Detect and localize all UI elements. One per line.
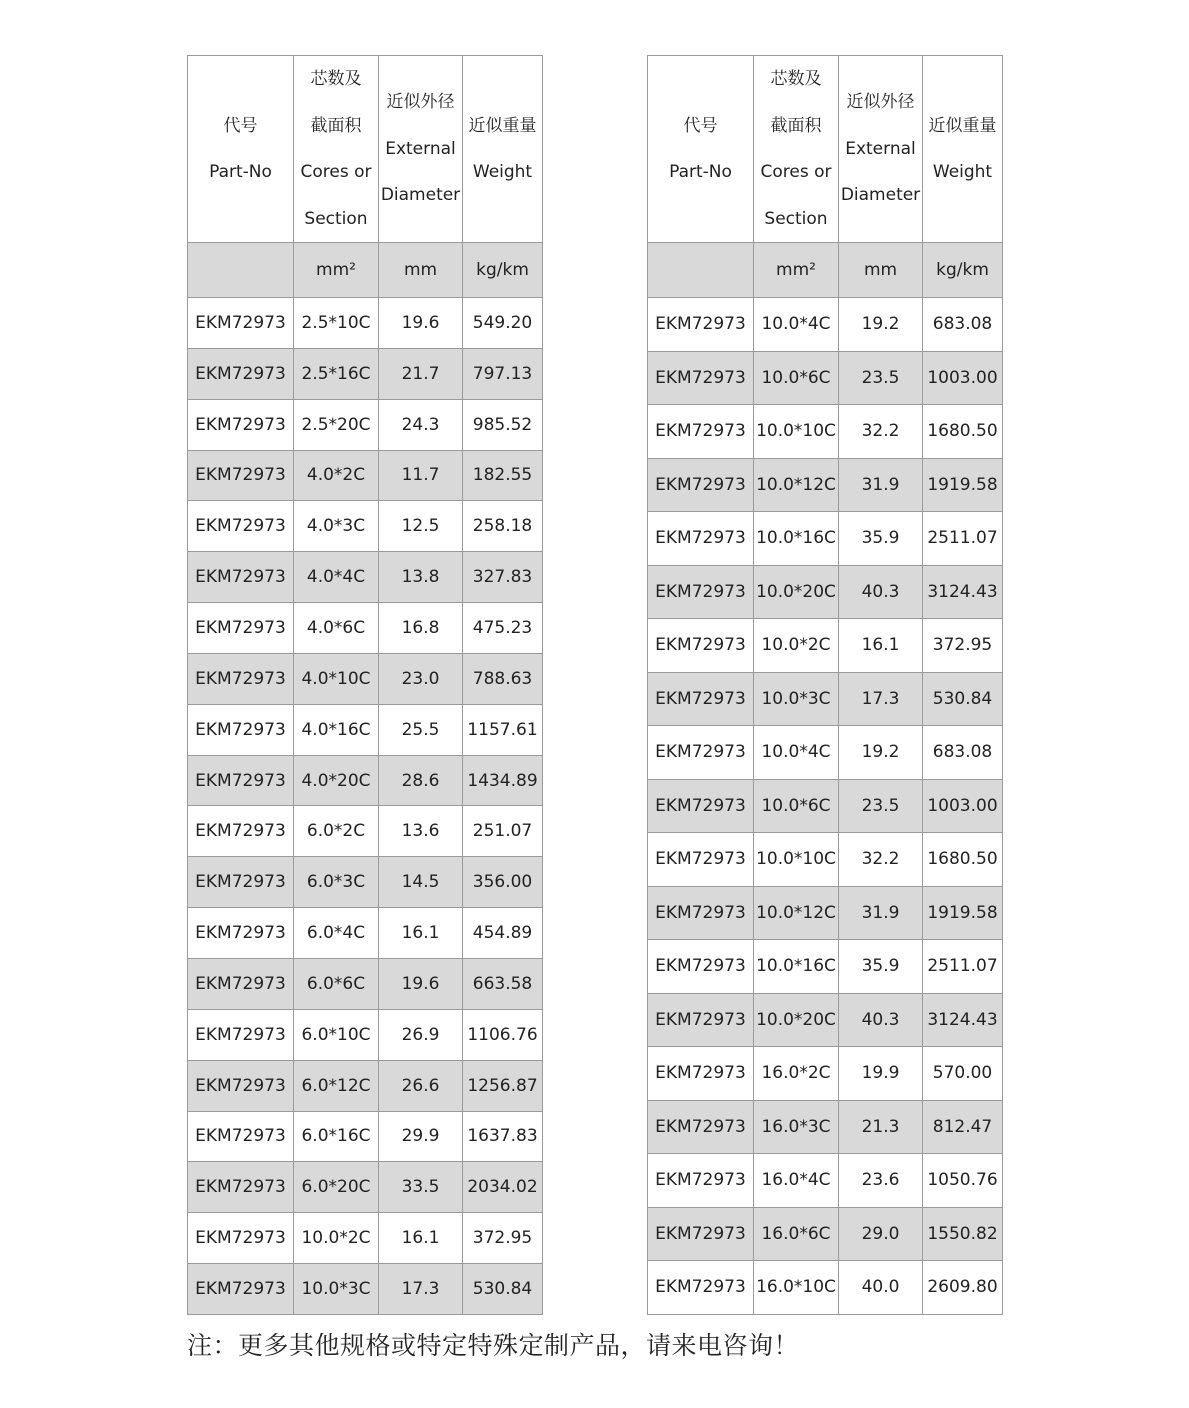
table-cell: 14.5 xyxy=(379,857,463,908)
header-text: Section xyxy=(764,208,828,229)
header-cell xyxy=(294,56,379,243)
table-cell: 788.63 xyxy=(463,653,543,704)
table-cell: 10.0*12C xyxy=(754,458,839,512)
header-text: 近似外径 xyxy=(386,92,455,113)
table-cell: 10.0*2C xyxy=(754,619,839,673)
table-cell: 985.52 xyxy=(463,399,543,450)
table-row xyxy=(648,672,1003,726)
header-row xyxy=(648,56,1003,243)
unit-cell: mm² xyxy=(754,243,839,298)
header-cell xyxy=(379,56,463,243)
table-cell: 1003.00 xyxy=(923,351,1003,405)
table-cell: EKM72973 xyxy=(648,298,754,352)
table-cell: 6.0*3C xyxy=(294,857,379,908)
table-cell: EKM72973 xyxy=(648,1047,754,1101)
table-cell: 26.9 xyxy=(379,1009,463,1060)
table-cell: 23.5 xyxy=(839,351,923,405)
table-row xyxy=(648,1261,1003,1315)
table-cell: 16.8 xyxy=(379,603,463,654)
table-cell: 2511.07 xyxy=(923,940,1003,994)
table-cell: 6.0*20C xyxy=(294,1162,379,1213)
table-row xyxy=(648,779,1003,833)
header-text: 代号 xyxy=(223,115,258,136)
table-row xyxy=(188,1009,543,1060)
table-cell: 12.5 xyxy=(379,501,463,552)
table-cell: 16.0*6C xyxy=(754,1207,839,1261)
header-text: External xyxy=(845,138,916,159)
table-cell: 19.2 xyxy=(839,298,923,352)
table-cell: 454.89 xyxy=(463,908,543,959)
table-cell: EKM72973 xyxy=(648,886,754,940)
table-cell: 372.95 xyxy=(923,619,1003,673)
unit-cell: mm xyxy=(379,243,463,298)
table-row xyxy=(188,653,543,704)
table-cell: EKM72973 xyxy=(648,672,754,726)
table-cell: 6.0*2C xyxy=(294,806,379,857)
table-cell: 372.95 xyxy=(463,1213,543,1264)
table-cell: 10.0*10C xyxy=(754,405,839,459)
table-cell: 2034.02 xyxy=(463,1162,543,1213)
table-cell: 6.0*12C xyxy=(294,1060,379,1111)
table-cell: 25.5 xyxy=(379,704,463,755)
header-cell xyxy=(839,56,923,243)
header-text: Part-No xyxy=(669,162,732,182)
header-cell xyxy=(923,56,1003,243)
table-cell: 1919.58 xyxy=(923,458,1003,512)
table-cell: 26.6 xyxy=(379,1060,463,1111)
unit-cell xyxy=(188,243,294,298)
table-cell: 16.0*4C xyxy=(754,1154,839,1208)
table-row xyxy=(188,755,543,806)
table-cell: EKM72973 xyxy=(188,857,294,908)
table-cell: EKM72973 xyxy=(188,450,294,501)
table-cell: EKM72973 xyxy=(648,993,754,1047)
header-text: 截面积 xyxy=(770,115,822,136)
table-cell: 17.3 xyxy=(379,1264,463,1315)
table-cell: 21.3 xyxy=(839,1100,923,1154)
header-cell xyxy=(754,56,839,243)
table-cell: 2511.07 xyxy=(923,512,1003,566)
table-cell: 16.0*10C xyxy=(754,1261,839,1315)
table-cell: 16.0*3C xyxy=(754,1100,839,1154)
table-cell: 797.13 xyxy=(463,348,543,399)
table-row xyxy=(188,704,543,755)
cable-spec-table-right xyxy=(647,55,1003,1315)
table-cell: EKM72973 xyxy=(188,603,294,654)
table-cell: 31.9 xyxy=(839,886,923,940)
units-row xyxy=(648,243,1003,298)
table-row xyxy=(188,399,543,450)
table-row xyxy=(648,940,1003,994)
table-row xyxy=(188,603,543,654)
units-row xyxy=(188,243,543,298)
table-cell: EKM72973 xyxy=(648,1207,754,1261)
table-cell: 31.9 xyxy=(839,458,923,512)
table-row xyxy=(188,908,543,959)
table-cell: EKM72973 xyxy=(648,940,754,994)
table-row xyxy=(188,1111,543,1162)
table-cell: EKM72973 xyxy=(188,1213,294,1264)
table-cell: EKM72973 xyxy=(648,565,754,619)
table-cell: 1550.82 xyxy=(923,1207,1003,1261)
table-cell: EKM72973 xyxy=(648,351,754,405)
table-cell: EKM72973 xyxy=(188,653,294,704)
table-row xyxy=(188,298,543,349)
unit-cell: mm xyxy=(839,243,923,298)
header-text: Weight xyxy=(932,162,993,182)
table-row xyxy=(188,806,543,857)
table-cell: 182.55 xyxy=(463,450,543,501)
table-cell: 475.23 xyxy=(463,603,543,654)
table-row xyxy=(648,619,1003,673)
table-cell: EKM72973 xyxy=(648,619,754,673)
table-cell: 1680.50 xyxy=(923,833,1003,887)
table-cell: 19.6 xyxy=(379,958,463,1009)
header-text: Diameter xyxy=(840,185,921,206)
header-text: Section xyxy=(304,208,368,229)
table-cell: 35.9 xyxy=(839,940,923,994)
table-cell: EKM72973 xyxy=(188,399,294,450)
table-cell: 10.0*10C xyxy=(754,833,839,887)
header-text: 近似重量 xyxy=(468,115,537,136)
footer-note: 注：更多其他规格或特定特殊定制产品，请来电咨询！ xyxy=(187,1331,800,1360)
table-row xyxy=(188,1264,543,1315)
table-cell: 32.2 xyxy=(839,833,923,887)
table-row xyxy=(188,1213,543,1264)
table-cell: 32.2 xyxy=(839,405,923,459)
table-cell: 258.18 xyxy=(463,501,543,552)
table-cell: 4.0*20C xyxy=(294,755,379,806)
table-row xyxy=(648,726,1003,780)
table-cell: EKM72973 xyxy=(188,1060,294,1111)
table-cell: 19.2 xyxy=(839,726,923,780)
table-cell: 10.0*6C xyxy=(754,779,839,833)
header-text: Weight xyxy=(472,162,533,182)
table-cell: 16.1 xyxy=(379,1213,463,1264)
header-text: 代号 xyxy=(683,115,718,136)
table-cell: 6.0*16C xyxy=(294,1111,379,1162)
table-cell: 23.5 xyxy=(839,779,923,833)
header-text: 近似重量 xyxy=(928,115,997,136)
header-text: 芯数及 xyxy=(310,69,362,89)
table-cell: 10.0*4C xyxy=(754,298,839,352)
table-cell: 40.3 xyxy=(839,565,923,619)
table-cell: EKM72973 xyxy=(648,458,754,512)
table-row xyxy=(648,512,1003,566)
table-cell: EKM72973 xyxy=(188,806,294,857)
table-cell: 356.00 xyxy=(463,857,543,908)
table-cell: 16.0*2C xyxy=(754,1047,839,1101)
table-cell: 10.0*6C xyxy=(754,351,839,405)
table-cell: 1050.76 xyxy=(923,1154,1003,1208)
header-cell xyxy=(648,56,754,243)
table-row xyxy=(648,351,1003,405)
table-cell: 13.6 xyxy=(379,806,463,857)
table-cell: 23.0 xyxy=(379,653,463,704)
table-cell: EKM72973 xyxy=(188,958,294,1009)
table-cell: EKM72973 xyxy=(188,1162,294,1213)
table-cell: 35.9 xyxy=(839,512,923,566)
table-cell: 13.8 xyxy=(379,552,463,603)
table-cell: EKM72973 xyxy=(648,1154,754,1208)
table-cell: 327.83 xyxy=(463,552,543,603)
header-text: Cores or xyxy=(760,162,832,182)
table-cell: 683.08 xyxy=(923,298,1003,352)
table-row xyxy=(648,1207,1003,1261)
unit-cell: kg/km xyxy=(923,243,1003,298)
table-cell: EKM72973 xyxy=(648,1261,754,1315)
header-text: Cores or xyxy=(300,162,372,182)
table-cell: 6.0*10C xyxy=(294,1009,379,1060)
table-cell: 4.0*4C xyxy=(294,552,379,603)
table-cell: 2609.80 xyxy=(923,1261,1003,1315)
table-cell: EKM72973 xyxy=(648,405,754,459)
table-cell: EKM72973 xyxy=(648,833,754,887)
table-cell: 10.0*16C xyxy=(754,512,839,566)
table-cell: 4.0*10C xyxy=(294,653,379,704)
table-row xyxy=(648,298,1003,352)
table-cell: 28.6 xyxy=(379,755,463,806)
table-cell: EKM72973 xyxy=(648,779,754,833)
table-cell: EKM72973 xyxy=(648,726,754,780)
header-text: 芯数及 xyxy=(770,69,822,89)
table-cell: 10.0*20C xyxy=(754,993,839,1047)
table-row xyxy=(648,1047,1003,1101)
table-cell: EKM72973 xyxy=(188,552,294,603)
table-row xyxy=(188,552,543,603)
table-cell: 10.0*16C xyxy=(754,940,839,994)
table-cell: EKM72973 xyxy=(188,908,294,959)
table-cell: 1106.76 xyxy=(463,1009,543,1060)
table-cell: EKM72973 xyxy=(648,512,754,566)
table-cell: 1919.58 xyxy=(923,886,1003,940)
table-cell: 10.0*3C xyxy=(294,1264,379,1315)
table-cell: 29.0 xyxy=(839,1207,923,1261)
table-row xyxy=(188,958,543,1009)
table-cell: 24.3 xyxy=(379,399,463,450)
table-row xyxy=(648,833,1003,887)
table-cell: 16.1 xyxy=(839,619,923,673)
table-cell: 40.0 xyxy=(839,1261,923,1315)
table-cell: 33.5 xyxy=(379,1162,463,1213)
table-cell: 10.0*12C xyxy=(754,886,839,940)
table-cell: 812.47 xyxy=(923,1100,1003,1154)
table-cell: 1003.00 xyxy=(923,779,1003,833)
table-cell: EKM72973 xyxy=(188,298,294,349)
table-cell: 663.58 xyxy=(463,958,543,1009)
table-cell: 1256.87 xyxy=(463,1060,543,1111)
table-cell: 3124.43 xyxy=(923,565,1003,619)
table-row xyxy=(648,458,1003,512)
table-cell: 570.00 xyxy=(923,1047,1003,1101)
table-cell: 683.08 xyxy=(923,726,1003,780)
unit-cell: kg/km xyxy=(463,243,543,298)
table-cell: EKM72973 xyxy=(188,1111,294,1162)
table-cell: 19.6 xyxy=(379,298,463,349)
header-text: 截面积 xyxy=(310,115,362,136)
table-row xyxy=(648,886,1003,940)
table-cell: 29.9 xyxy=(379,1111,463,1162)
table-row xyxy=(188,857,543,908)
table-cell: 4.0*3C xyxy=(294,501,379,552)
table-row xyxy=(188,1162,543,1213)
table-cell: 4.0*6C xyxy=(294,603,379,654)
table-cell: 530.84 xyxy=(923,672,1003,726)
header-text: Diameter xyxy=(380,185,461,206)
table-cell: 2.5*16C xyxy=(294,348,379,399)
header-text: Part-No xyxy=(209,162,272,182)
table-cell: 1157.61 xyxy=(463,704,543,755)
table-cell: 4.0*16C xyxy=(294,704,379,755)
table-cell: 4.0*2C xyxy=(294,450,379,501)
table-cell: EKM72973 xyxy=(648,1100,754,1154)
table-row xyxy=(648,1100,1003,1154)
header-cell xyxy=(463,56,543,243)
table-cell: 11.7 xyxy=(379,450,463,501)
table-cell: 1434.89 xyxy=(463,755,543,806)
table-cell: 10.0*20C xyxy=(754,565,839,619)
table-cell: 10.0*4C xyxy=(754,726,839,780)
table-cell: 10.0*3C xyxy=(754,672,839,726)
header-text: External xyxy=(385,138,456,159)
table-row xyxy=(188,501,543,552)
table-cell: 6.0*4C xyxy=(294,908,379,959)
table-cell: 21.7 xyxy=(379,348,463,399)
table-cell: 40.3 xyxy=(839,993,923,1047)
table-cell: EKM72973 xyxy=(188,755,294,806)
table-row xyxy=(648,993,1003,1047)
unit-cell xyxy=(648,243,754,298)
table-cell: 3124.43 xyxy=(923,993,1003,1047)
unit-cell: mm² xyxy=(294,243,379,298)
table-row xyxy=(188,1060,543,1111)
table-row xyxy=(648,405,1003,459)
table-cell: 16.1 xyxy=(379,908,463,959)
table-cell: 19.9 xyxy=(839,1047,923,1101)
cable-spec-table-left xyxy=(187,55,543,1315)
table-row xyxy=(648,1154,1003,1208)
table-cell: 10.0*2C xyxy=(294,1213,379,1264)
table-cell: EKM72973 xyxy=(188,1264,294,1315)
header-cell xyxy=(188,56,294,243)
table-cell: 549.20 xyxy=(463,298,543,349)
table-row xyxy=(648,565,1003,619)
table-cell: 17.3 xyxy=(839,672,923,726)
table-row xyxy=(188,348,543,399)
header-text: 近似外径 xyxy=(846,92,915,113)
table-cell: 2.5*10C xyxy=(294,298,379,349)
table-cell: 6.0*6C xyxy=(294,958,379,1009)
table-cell: 251.07 xyxy=(463,806,543,857)
table-cell: 1637.83 xyxy=(463,1111,543,1162)
header-row xyxy=(188,56,543,243)
table-cell: EKM72973 xyxy=(188,501,294,552)
table-cell: EKM72973 xyxy=(188,348,294,399)
table-row xyxy=(188,450,543,501)
table-cell: 2.5*20C xyxy=(294,399,379,450)
table-cell: 530.84 xyxy=(463,1264,543,1315)
table-cell: 1680.50 xyxy=(923,405,1003,459)
table-cell: EKM72973 xyxy=(188,704,294,755)
table-cell: EKM72973 xyxy=(188,1009,294,1060)
table-cell: 23.6 xyxy=(839,1154,923,1208)
